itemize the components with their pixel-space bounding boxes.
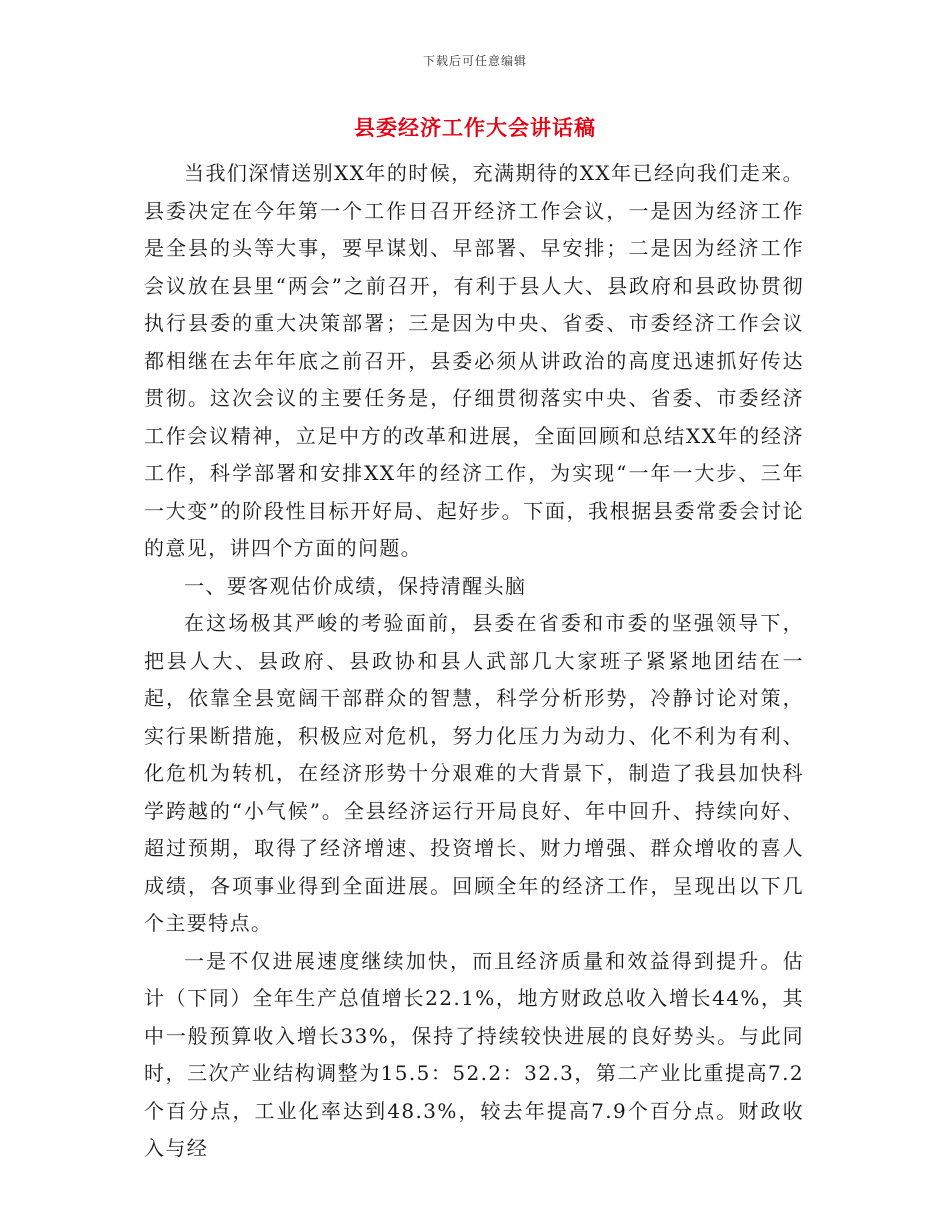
paragraph-intro: 当我们深情送别XX年的时候，充满期待的XX年已经向我们走来。县委决定在今年第一个工作日召开经济工作会议，一是因为经济工作是全县的头等大事，要早谋划、早部署、早安排；二是因为经济工作会议放在县里“两会”之前召开，有利于县人大、县政府和县政协贯彻执行县委的重大决策部署；三是因为中央、省委、市委经济工作会议都相继在去年年底之前召开，县委必须从讲政治的高度迅速抓好传达贯彻。这次会议的主要任务是，仔细贯彻落实中央、省委、市委经济工作会议精神，立足中方的改革和进展，全面回顾和总结XX年的经济工作，科学部署和安排XX年的经济工作，为实现“一年一大步、三年一大变”的阶段性目标开好局、起好步。下面，我根据县委常委会讨论的意见，讲四个方面的问题。	[144, 161, 804, 560]
paragraph-point-one: 一是不仅进展速度继续加快，而且经济质量和效益得到提升。估计（下同）全年生产总值增长22.1%，地方财政总收入增长44%，其中一般预算收入增长33%，保持了持续较快进展的良好势头。与此同时，三次产业结构调整为15.5：52.2：32.3，第二产业比重提高7.2个百分点，工业化率达到48.3%，较去年提高7.9个百分点。财政收入与经	[144, 948, 804, 1160]
document-title: 县委经济工作大会讲话稿	[354, 115, 596, 140]
section-heading: 一、要客观估价成绩，保持清醒头脑	[184, 573, 527, 598]
header-note: 下载后可任意编辑	[422, 54, 527, 68]
paragraph-achievements: 在这场极其严峻的考验面前，县委在省委和市委的坚强领导下，把县人大、县政府、县政协和县人武部几大家班子紧紧地团结在一起，依靠全县宽阔干部群众的智慧，科学分析形势，冷静讨论对策，实行果断措施，积极应对危机，努力化压力为动力、化不利为有利、化危机为转机，在经济形势十分艰难的大背景下，制造了我县加快科学跨越的“小气候”。全县经济运行开局良好、年中回升、持续向好、超过预期，取得了经济增速、投资增长、财力增强、群众增收的喜人成绩，各项事业得到全面进展。回顾全年的经济工作，呈现出以下几个主要特点。	[144, 611, 804, 935]
document-body	[144, 155, 804, 1168]
